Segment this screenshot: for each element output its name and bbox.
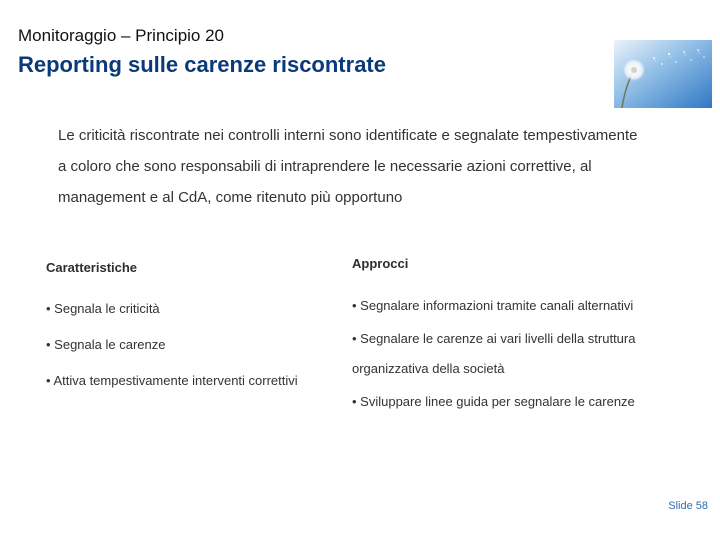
characteristic-item: • Attiva tempestivamente interventi correttivi (46, 373, 298, 388)
characteristic-item: • Segnala le carenze (46, 337, 166, 352)
characteristics-heading: Caratteristiche (46, 260, 138, 275)
slide-subtitle: Monitoraggio – Principio 20 (18, 26, 225, 45)
approaches-column (352, 256, 672, 420)
approach-item: • Sviluppare linee guida per segnalare le carenze (352, 394, 635, 409)
characteristics-column (46, 260, 316, 400)
dandelion-image (614, 40, 712, 108)
approach-item: • Segnalare informazioni tramite canali alternativi (352, 298, 634, 313)
dandelion-photo (614, 40, 712, 108)
slide-number: Slide 58 (668, 500, 708, 512)
slide-title: Reporting sulle carenze riscontrate (18, 52, 386, 77)
approach-item: • Segnalare le carenze ai vari livelli della struttura organizzativa della società (352, 331, 636, 376)
approaches-heading: Approcci (352, 256, 409, 271)
intro-paragraph: Le criticità riscontrate nei controlli interni sono identificate e segnalate tempestivamente a coloro che sono responsabili di intraprendere le necessarie azioni correttive, al management e al CdA, come ritenuto più opportuno (58, 127, 638, 206)
characteristic-item: • Segnala le criticità (46, 301, 160, 316)
